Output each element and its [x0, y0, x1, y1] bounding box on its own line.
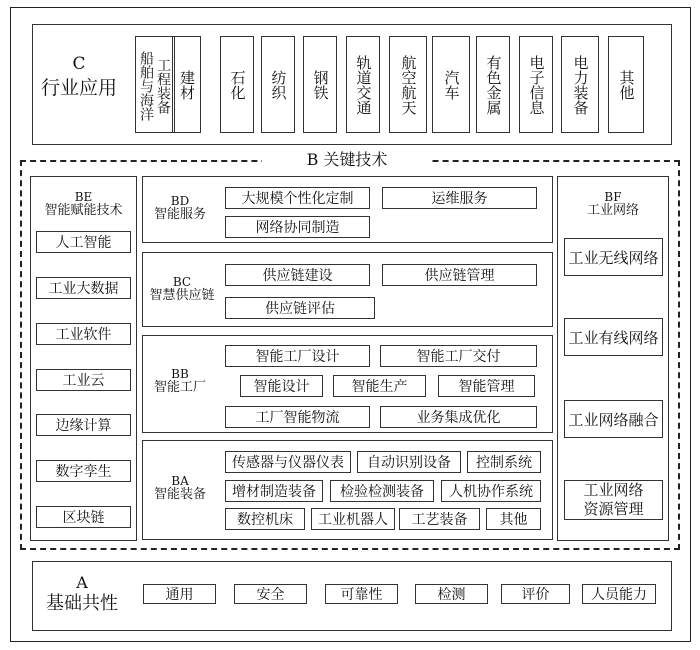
- bc-title: 智慧供应链: [149, 288, 215, 304]
- ba-title: 智能装备: [153, 487, 206, 503]
- ba-item: 其他: [486, 508, 541, 530]
- be-item: 人工智能: [36, 231, 131, 253]
- bb-header: [142, 363, 218, 401]
- bb-item: 业务集成优化: [380, 406, 537, 428]
- industry-item: 建材: [172, 36, 201, 133]
- ba-item: 工艺装备: [399, 508, 480, 530]
- section-c-title: 行业应用: [40, 76, 117, 99]
- bd-title: 智能服务: [153, 207, 206, 223]
- ba-item: 自动识别设备: [357, 451, 461, 473]
- industry-item: 纺织: [261, 36, 295, 133]
- industry-item: 轨道交通: [346, 36, 380, 133]
- industry-item-label: 工程装备: [155, 58, 171, 114]
- be-item: 工业软件: [36, 323, 131, 345]
- industry-item: 电力装备: [561, 36, 599, 133]
- section-a-header: [38, 574, 126, 615]
- ba-item: 检验检测装备: [330, 480, 434, 502]
- ba-item: 工业机器人: [311, 508, 395, 530]
- bf-code: BF: [604, 189, 622, 204]
- be-item: 工业大数据: [36, 277, 131, 299]
- a-item: 人员能力: [582, 584, 656, 604]
- bb-item: 智能生产: [333, 375, 426, 397]
- bf-header: [557, 186, 669, 224]
- bb-item: 工厂智能物流: [225, 406, 370, 428]
- ba-item: 数控机床: [225, 508, 305, 530]
- bb-item: 智能管理: [438, 375, 535, 397]
- be-code: BE: [74, 189, 93, 204]
- bf-item: 工业无线网络: [564, 238, 663, 276]
- industry-item: 钢铁: [303, 36, 337, 133]
- bc-header: [142, 271, 222, 309]
- industry-item: 汽车: [432, 36, 470, 133]
- bc-item: 供应链管理: [382, 264, 537, 286]
- bf-item: 工业网络融合: [564, 400, 663, 438]
- industry-item: 其他: [608, 36, 644, 133]
- bd-code: BD: [170, 193, 190, 208]
- ba-item: 控制系统: [467, 451, 541, 473]
- bb-item: 智能工厂交付: [380, 345, 537, 367]
- be-header: [30, 186, 137, 224]
- ba-item: 增材制造装备: [225, 480, 323, 502]
- section-b-title: B 关键技术: [306, 150, 388, 169]
- industry-item: 石化: [220, 36, 254, 133]
- bc-code: BC: [172, 274, 192, 289]
- bb-code: BB: [171, 366, 189, 381]
- bd-item: 运维服务: [382, 187, 537, 209]
- bf-item: 工业网络 资源管理: [564, 480, 663, 520]
- bf-item: 工业有线网络: [564, 318, 663, 356]
- a-item: 安全: [234, 584, 307, 604]
- be-item: 边缘计算: [36, 414, 131, 436]
- bc-item: 供应链评估: [225, 297, 375, 319]
- bb-item: 智能工厂设计: [225, 345, 370, 367]
- a-item: 可靠性: [325, 584, 398, 604]
- bc-item: 供应链建设: [225, 264, 370, 286]
- be-title: 智能赋能技术: [44, 203, 123, 219]
- bd-item: 大规模个性化定制: [225, 187, 370, 209]
- a-item: 评价: [501, 584, 570, 604]
- section-a-title: 基础共性: [46, 593, 118, 615]
- section-c-code: C: [72, 54, 86, 74]
- bb-title: 智能工厂: [153, 380, 206, 396]
- bf-title: 工业网络: [586, 203, 639, 219]
- industry-item: 航空航天: [389, 36, 427, 133]
- ba-item: 传感器与仪器仪表: [225, 451, 351, 473]
- ba-header: [142, 470, 218, 508]
- ba-item: 人机协作系统: [441, 480, 541, 502]
- be-item: 工业云: [36, 369, 131, 391]
- ba-code: BA: [171, 473, 189, 488]
- be-item: 数字孪生: [36, 460, 131, 482]
- bb-item: 智能设计: [240, 375, 323, 397]
- industry-item: 电子信息: [519, 36, 553, 133]
- industry-item: 有色金属: [476, 36, 510, 133]
- a-item: 通用: [143, 584, 216, 604]
- be-item: 区块链: [36, 506, 131, 528]
- industry-item-label: 船舶与海洋: [138, 51, 154, 121]
- section-a-code: A: [76, 573, 88, 592]
- bd-header: [142, 190, 218, 228]
- bd-item: 网络协同制造: [225, 216, 370, 238]
- a-item: 检测: [415, 584, 488, 604]
